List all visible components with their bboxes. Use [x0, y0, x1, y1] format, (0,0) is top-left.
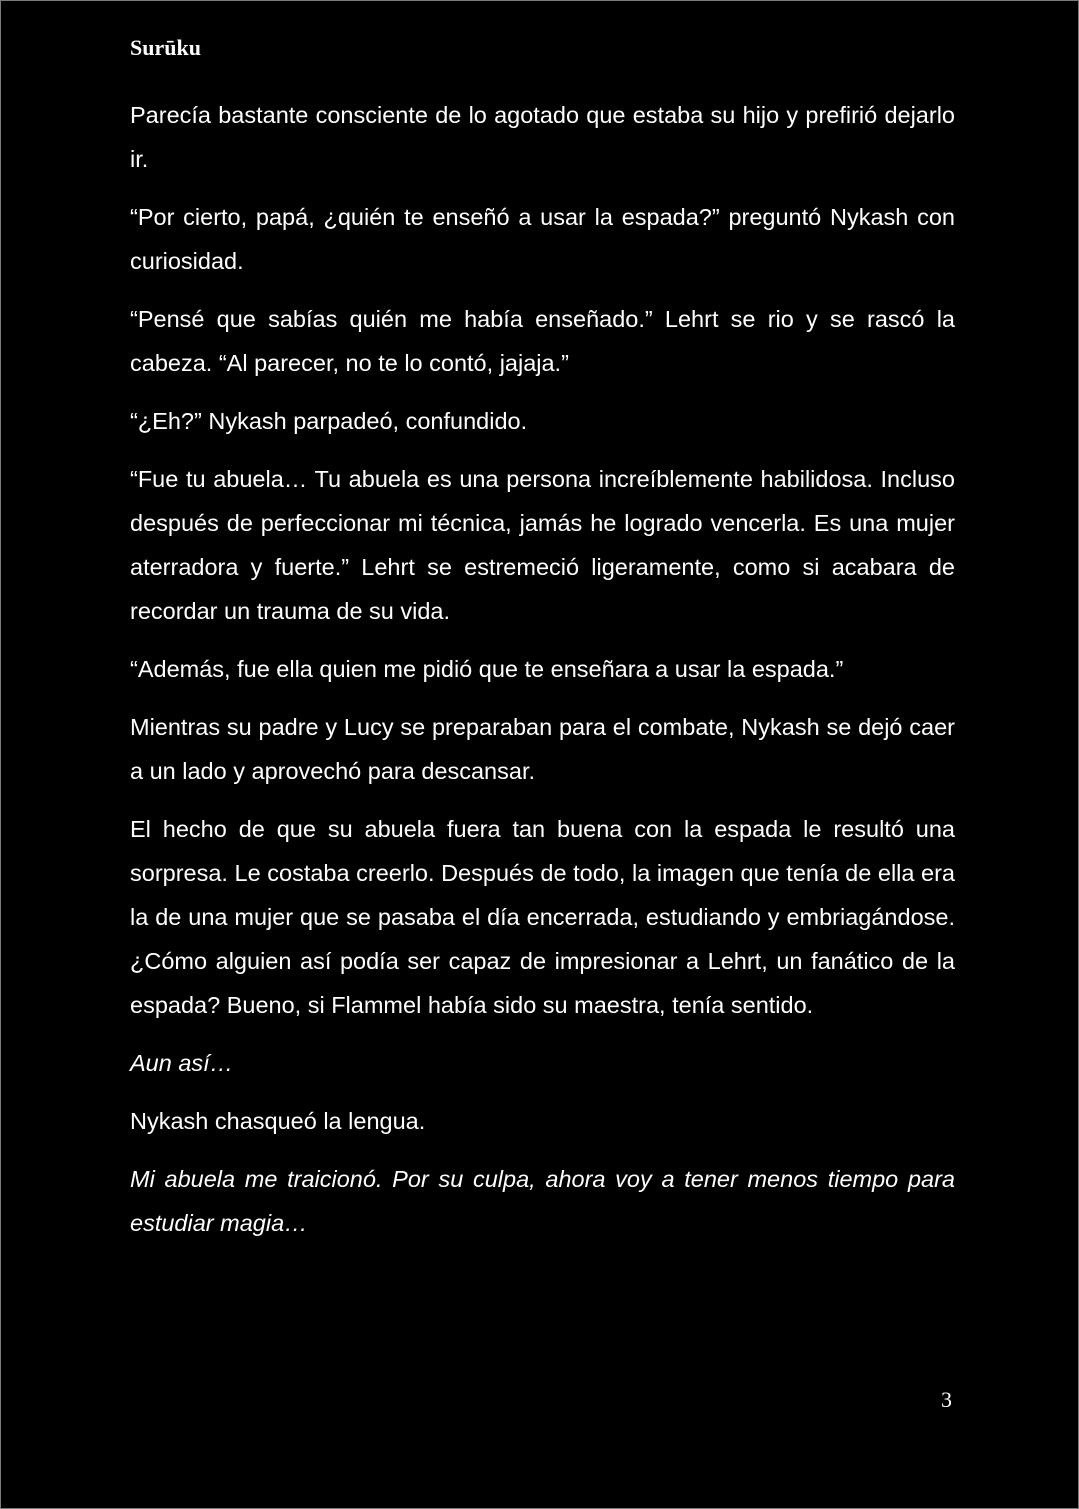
paragraph: El hecho de que su abuela fuera tan buena con la espada le resultó una sorpresa. Le costaba creerlo. Después de todo, la imagen que tenía de ella era la de una mujer que se pasaba el día encerrada, estudiando y embriagándose. ¿Cómo alguien así podía ser capaz de impresionar a Lehrt, un fanático de la espada? Bueno, si Flammel había sido su maestra, tenía sentido. [130, 816, 955, 1018]
running-header-title: Surūku [130, 35, 201, 60]
paragraph: “Fue tu abuela… Tu abuela es una persona increíblemente habilidosa. Incluso después de perfeccionar mi técnica, jamás he logrado vencerla. Es una mujer aterradora y fuerte.” Lehrt se estremeció ligeramente, como si acabara de recordar un trauma de su vida. [130, 466, 955, 624]
italic-paragraph: Mi abuela me traicionó. Por su culpa, ahora voy a tener menos tiempo para estudiar magia… [130, 1166, 955, 1236]
paragraph: “Pensé que sabías quién me había enseñado.” Lehrt se rio y se rascó la cabeza. “Al parecer, no te lo contó, jajaja.” [130, 306, 955, 376]
body-text [130, 93, 955, 1259]
paragraph: Parecía bastante consciente de lo agotado que estaba su hijo y prefirió dejarlo ir. [130, 102, 955, 172]
paragraph: “Por cierto, papá, ¿quién te enseñó a usar la espada?” preguntó Nykash con curiosidad. [130, 204, 955, 274]
paragraph: “Además, fue ella quien me pidió que te enseñara a usar la espada.” [130, 656, 844, 682]
paragraph: “¿Eh?” Nykash parpadeó, confundido. [130, 408, 528, 434]
paragraph: Nykash chasqueó la lengua. [130, 1108, 426, 1134]
paragraph: Mientras su padre y Lucy se preparaban para el combate, Nykash se dejó caer a un lado y aprovechó para descansar. [130, 714, 955, 784]
italic-paragraph: Aun así… [130, 1050, 234, 1076]
page-number: 3 [941, 1387, 952, 1412]
